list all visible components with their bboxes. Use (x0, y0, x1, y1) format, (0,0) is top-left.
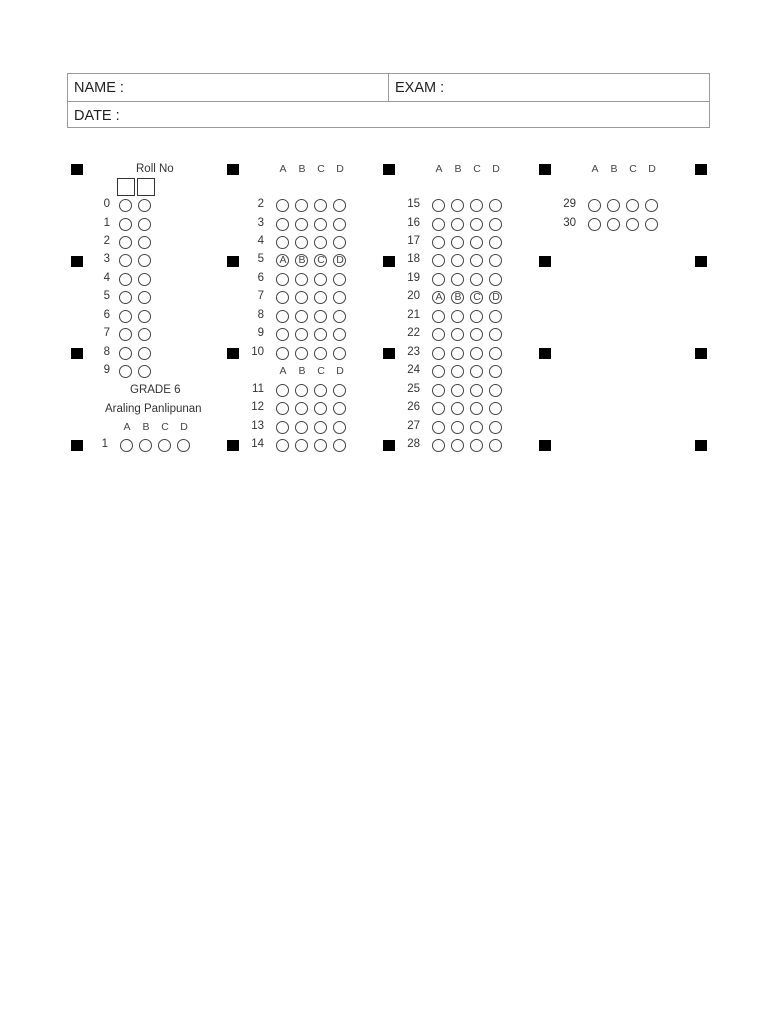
answer-bubble[interactable] (333, 439, 346, 452)
answer-bubble[interactable] (470, 236, 483, 249)
timing-mark (539, 348, 551, 359)
answer-bubble[interactable] (489, 254, 502, 267)
answer-bubble[interactable] (314, 236, 327, 249)
option-letter-header: D (336, 254, 344, 266)
answer-bubble[interactable] (470, 218, 483, 231)
answer-bubble[interactable] (314, 310, 327, 323)
answer-bubble[interactable] (451, 310, 464, 323)
timing-mark (71, 256, 83, 267)
answer-bubble[interactable] (470, 439, 483, 452)
roll-bubble[interactable] (119, 328, 132, 341)
question-number: 28 (407, 438, 420, 450)
answer-bubble[interactable] (470, 421, 483, 434)
answer-bubble[interactable] (333, 421, 346, 434)
answer-bubble[interactable] (314, 218, 327, 231)
header-divider (388, 74, 389, 102)
timing-mark (227, 348, 239, 359)
option-letter-header: A (591, 163, 599, 175)
answer-bubble[interactable] (333, 384, 346, 397)
option-letter-header: C (473, 163, 481, 175)
question-number: 29 (563, 198, 576, 210)
roll-digit-box (137, 178, 155, 196)
answer-bubble[interactable] (489, 421, 502, 434)
answer-bubble[interactable] (177, 439, 190, 452)
option-letter-header: A (279, 254, 287, 266)
option-letter-header: A (435, 163, 443, 175)
option-letter-header: B (298, 254, 306, 266)
timing-mark (539, 164, 551, 175)
roll-bubble[interactable] (119, 310, 132, 323)
question-number: 24 (407, 364, 420, 376)
roll-bubble[interactable] (138, 347, 151, 360)
option-letter-header: A (279, 365, 287, 377)
answer-bubble[interactable] (432, 439, 445, 452)
answer-bubble[interactable] (333, 273, 346, 286)
timing-mark (383, 348, 395, 359)
roll-bubble[interactable] (138, 218, 151, 231)
question-number: 21 (407, 309, 420, 321)
answer-bubble[interactable] (432, 347, 445, 360)
answer-bubble[interactable] (120, 439, 133, 452)
roll-bubble[interactable] (119, 199, 132, 212)
name-field-label: NAME : (74, 80, 124, 96)
answer-bubble[interactable] (451, 402, 464, 415)
exam-field-label: EXAM : (395, 80, 445, 96)
answer-bubble[interactable] (314, 384, 327, 397)
answer-bubble[interactable] (451, 236, 464, 249)
answer-bubble[interactable] (489, 273, 502, 286)
grade-label: GRADE 6 (130, 384, 181, 396)
option-letter-header: C (473, 291, 481, 303)
option-letter-header: C (317, 254, 325, 266)
answer-bubble[interactable] (295, 291, 308, 304)
timing-mark (539, 256, 551, 267)
answer-bubble[interactable] (645, 218, 658, 231)
answer-bubble[interactable] (139, 439, 152, 452)
answer-bubble[interactable] (432, 218, 445, 231)
timing-mark (227, 164, 239, 175)
answer-bubble[interactable] (333, 328, 346, 341)
option-letter-header: B (298, 365, 306, 377)
answer-bubble[interactable] (451, 328, 464, 341)
answer-bubble[interactable] (333, 218, 346, 231)
roll-bubble[interactable] (138, 291, 151, 304)
answer-bubble[interactable] (276, 273, 289, 286)
timing-mark (383, 256, 395, 267)
roll-digit-label: 3 (103, 253, 110, 265)
answer-bubble[interactable] (607, 218, 620, 231)
answer-bubble[interactable] (489, 218, 502, 231)
answer-bubble[interactable] (333, 347, 346, 360)
timing-mark (227, 440, 239, 451)
question-number: 20 (407, 290, 420, 302)
question-number: 9 (257, 327, 264, 339)
answer-bubble[interactable] (489, 384, 502, 397)
answer-bubble[interactable] (489, 310, 502, 323)
question-number: 6 (257, 272, 264, 284)
timing-mark (383, 440, 395, 451)
answer-bubble[interactable] (626, 218, 639, 231)
question-number: 3 (257, 217, 264, 229)
answer-bubble[interactable] (470, 347, 483, 360)
answer-bubble[interactable] (588, 199, 601, 212)
student-info-header (67, 73, 710, 128)
answer-bubble[interactable] (333, 310, 346, 323)
roll-bubble[interactable] (119, 236, 132, 249)
answer-bubble[interactable] (295, 384, 308, 397)
timing-mark (695, 164, 707, 175)
roll-digit-box (117, 178, 135, 196)
answer-bubble[interactable] (470, 328, 483, 341)
answer-bubble[interactable] (276, 218, 289, 231)
question-number: 23 (407, 346, 420, 358)
question-number: 19 (407, 272, 420, 284)
roll-digit-label: 8 (103, 346, 110, 358)
subject-label: Araling Panlipunan (105, 403, 202, 415)
option-letter-header: C (317, 163, 325, 175)
roll-bubble[interactable] (138, 254, 151, 267)
answer-bubble[interactable] (607, 199, 620, 212)
option-letter-header: D (648, 163, 656, 175)
roll-bubble[interactable] (138, 199, 151, 212)
answer-bubble[interactable] (314, 273, 327, 286)
answer-bubble[interactable] (276, 199, 289, 212)
answer-bubble[interactable] (470, 402, 483, 415)
answer-bubble[interactable] (276, 421, 289, 434)
roll-bubble[interactable] (138, 273, 151, 286)
answer-bubble[interactable] (333, 291, 346, 304)
roll-digit-label: 4 (103, 272, 110, 284)
roll-digit-label: 6 (103, 309, 110, 321)
question-number: 25 (407, 383, 420, 395)
option-letter-header: B (454, 291, 462, 303)
roll-no-label: Roll No (136, 163, 174, 175)
option-letter-header: C (317, 365, 325, 377)
question-number: 2 (257, 198, 264, 210)
answer-bubble[interactable] (314, 439, 327, 452)
answer-bubble[interactable] (489, 236, 502, 249)
roll-bubble[interactable] (119, 347, 132, 360)
answer-bubble[interactable] (645, 199, 658, 212)
answer-bubble[interactable] (470, 384, 483, 397)
roll-digit-label: 5 (103, 290, 110, 302)
roll-digit-label: 2 (103, 235, 110, 247)
question-number: 17 (407, 235, 420, 247)
roll-digit-label: 9 (103, 364, 110, 376)
date-field-label: DATE : (74, 108, 120, 124)
question-number: 15 (407, 198, 420, 210)
answer-bubble[interactable] (432, 236, 445, 249)
roll-digit-label: 1 (103, 217, 110, 229)
answer-bubble[interactable] (333, 402, 346, 415)
answer-bubble[interactable] (276, 439, 289, 452)
question-number: 16 (407, 217, 420, 229)
answer-bubble[interactable] (432, 421, 445, 434)
answer-bubble[interactable] (489, 347, 502, 360)
option-letter-header: C (161, 421, 169, 433)
question-number: 14 (251, 438, 264, 450)
option-letter-header: D (336, 163, 344, 175)
roll-digit-label: 7 (103, 327, 110, 339)
option-letter-header: A (435, 291, 443, 303)
answer-bubble[interactable] (432, 402, 445, 415)
answer-bubble[interactable] (432, 384, 445, 397)
timing-mark (227, 256, 239, 267)
roll-bubble[interactable] (119, 218, 132, 231)
answer-bubble[interactable] (451, 218, 464, 231)
answer-bubble[interactable] (314, 402, 327, 415)
answer-bubble[interactable] (432, 328, 445, 341)
answer-bubble[interactable] (470, 273, 483, 286)
answer-bubble[interactable] (432, 365, 445, 378)
answer-bubble[interactable] (295, 347, 308, 360)
answer-bubble[interactable] (333, 236, 346, 249)
answer-bubble[interactable] (295, 199, 308, 212)
answer-bubble[interactable] (451, 439, 464, 452)
answer-bubble[interactable] (276, 347, 289, 360)
option-letter-header: B (142, 421, 150, 433)
answer-bubble[interactable] (451, 254, 464, 267)
answer-bubble[interactable] (432, 310, 445, 323)
question-number: 22 (407, 327, 420, 339)
answer-bubble[interactable] (314, 421, 327, 434)
timing-mark (539, 440, 551, 451)
question-number: 11 (252, 383, 264, 395)
question-number: 4 (257, 235, 264, 247)
question-number: 1 (101, 438, 108, 450)
answer-bubble[interactable] (295, 328, 308, 341)
timing-mark (695, 440, 707, 451)
roll-bubble[interactable] (119, 291, 132, 304)
answer-bubble[interactable] (451, 421, 464, 434)
answer-bubble[interactable] (276, 236, 289, 249)
answer-bubble[interactable] (314, 199, 327, 212)
question-number: 8 (257, 309, 264, 321)
option-letter-header: A (279, 163, 287, 175)
answer-bubble[interactable] (451, 365, 464, 378)
answer-bubble[interactable] (489, 439, 502, 452)
answer-bubble[interactable] (276, 310, 289, 323)
answer-bubble[interactable] (333, 199, 346, 212)
question-number: 5 (257, 253, 264, 265)
option-letter-header: D (336, 365, 344, 377)
question-number: 27 (407, 420, 420, 432)
question-number: 26 (407, 401, 420, 413)
answer-bubble[interactable] (489, 328, 502, 341)
option-letter-header: D (492, 291, 500, 303)
roll-bubble[interactable] (138, 310, 151, 323)
answer-bubble[interactable] (470, 199, 483, 212)
answer-bubble[interactable] (276, 402, 289, 415)
roll-bubble[interactable] (138, 236, 151, 249)
timing-mark (71, 348, 83, 359)
answer-bubble[interactable] (470, 310, 483, 323)
question-number: 12 (251, 401, 264, 413)
timing-mark (71, 164, 83, 175)
answer-bubble[interactable] (314, 291, 327, 304)
answer-bubble[interactable] (295, 439, 308, 452)
answer-bubble[interactable] (276, 328, 289, 341)
timing-mark (383, 164, 395, 175)
roll-bubble[interactable] (138, 365, 151, 378)
answer-bubble[interactable] (432, 273, 445, 286)
answer-bubble[interactable] (451, 199, 464, 212)
timing-mark (695, 348, 707, 359)
answer-bubble[interactable] (489, 402, 502, 415)
answer-bubble[interactable] (626, 199, 639, 212)
timing-mark (695, 256, 707, 267)
answer-bubble[interactable] (295, 421, 308, 434)
answer-bubble[interactable] (314, 328, 327, 341)
roll-bubble[interactable] (119, 273, 132, 286)
option-letter-header: D (492, 163, 500, 175)
option-letter-header: D (180, 421, 188, 433)
option-letter-header: B (298, 163, 306, 175)
roll-digit-label: 0 (103, 198, 110, 210)
answer-bubble[interactable] (295, 273, 308, 286)
option-letter-header: A (123, 421, 131, 433)
answer-bubble[interactable] (276, 291, 289, 304)
answer-bubble[interactable] (432, 199, 445, 212)
answer-bubble[interactable] (489, 365, 502, 378)
roll-bubble[interactable] (119, 254, 132, 267)
answer-bubble[interactable] (295, 218, 308, 231)
answer-bubble[interactable] (295, 402, 308, 415)
answer-bubble[interactable] (451, 273, 464, 286)
roll-bubble[interactable] (119, 365, 132, 378)
answer-bubble[interactable] (470, 365, 483, 378)
answer-bubble[interactable] (588, 218, 601, 231)
question-number: 18 (407, 253, 420, 265)
answer-bubble[interactable] (432, 254, 445, 267)
answer-bubble[interactable] (276, 384, 289, 397)
question-number: 30 (563, 217, 576, 229)
question-number: 7 (257, 290, 264, 302)
roll-bubble[interactable] (138, 328, 151, 341)
option-letter-header: B (454, 163, 462, 175)
answer-bubble[interactable] (314, 347, 327, 360)
answer-bubble[interactable] (470, 254, 483, 267)
answer-bubble[interactable] (158, 439, 171, 452)
timing-mark (71, 440, 83, 451)
question-number: 13 (251, 420, 264, 432)
option-letter-header: C (629, 163, 637, 175)
option-letter-header: B (610, 163, 618, 175)
answer-bubble[interactable] (295, 310, 308, 323)
question-number: 10 (251, 346, 264, 358)
answer-bubble[interactable] (489, 199, 502, 212)
answer-bubble[interactable] (451, 347, 464, 360)
answer-bubble[interactable] (295, 236, 308, 249)
answer-bubble[interactable] (451, 384, 464, 397)
